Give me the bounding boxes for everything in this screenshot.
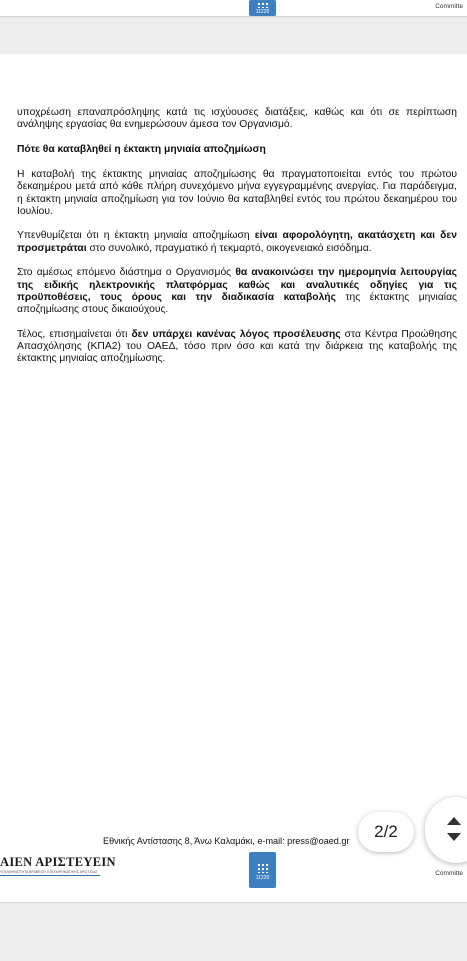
text-run: της έκτακτης μηνιαίας αποζημίωσης στους δικαιούχους.	[17, 291, 457, 316]
bold-run: είναι αφορολόγητη, ακατάσχετη και δεν προσμετράται	[17, 230, 457, 254]
page-gap-top	[0, 16, 467, 56]
document-body	[17, 107, 457, 378]
logo-text: ΑΙΕΝ ΑΡΙΣΤΕΥΕΙΝ	[0, 855, 116, 869]
page-gap-bottom	[0, 902, 467, 961]
committee-text-top: Committe	[435, 3, 463, 10]
aien-aristeuein-logo	[0, 855, 116, 876]
paragraph-rehire-obligation: υποχρέωση επαναπρόσληψης κατά τις ισχύουσες διατάξεις, καθώς και ότι σε περίπτωση ανάληψης εργασίας θα ενημερώσουν άμεσα τον Οργανισμό.	[17, 107, 457, 131]
text-run: στο συνολικό, πραγματικό ή τεκμαρτό, οικογενειακό εισόδημα.	[86, 242, 372, 254]
text-run: στα Κέντρα Προώθησης Απασχόλησης (ΚΠΑ2) του ΟΑΕΔ, τόσο πριν όσο και κατά την διάρκεια της καταβολής της έκτακτης μηνιαίας αποζημίωσης.	[17, 328, 457, 365]
previous-page-bottom	[0, 0, 467, 16]
committee-text-bottom: Committe	[435, 870, 463, 877]
text-run: Υπενθυμίζεται ότι η έκτακτη μηνιαία αποζημίωση	[17, 230, 255, 242]
logo-underline	[0, 875, 100, 876]
badge-grid-icon	[257, 863, 269, 873]
badge-grid-icon	[257, 2, 269, 8]
footer-address: Εθνικής Αντίστασης 8, Άνω Καλαμάκι, e-mail: press@oaed.gr	[103, 836, 350, 846]
badge-number-top: 11220	[255, 9, 270, 15]
chevron-up-icon[interactable]	[447, 817, 461, 825]
chevron-down-icon[interactable]	[447, 833, 461, 841]
text-run: Τέλος, επισημαίνεται ότι	[17, 328, 132, 340]
paragraph-platform-announcement	[17, 267, 457, 316]
logo-subtitle: ΥΠΟΨΗΦΙΟΤΗΤΑ ΒΡΑΒΕΙΟΥ ΕΠΙΧΕΙΡΗΜΑΤΙΚΗΣ ΑΡΙΣΤΕΙΑΣ	[0, 870, 98, 874]
paragraph-no-visit	[17, 329, 457, 366]
paragraph-tax-exempt	[17, 230, 457, 255]
page-indicator: 2/2	[358, 812, 414, 852]
section-heading: Πότε θα καταβληθεί η έκτακτη μηνιαία αποζημίωση	[17, 143, 266, 155]
certification-badge-top	[249, 0, 276, 16]
bold-run: θα ανακοινώσει την ημερομηνία λειτουργίας της ειδικής ηλεκτρονικής πλατφόρμας καθώς και αναλυτικές οδηγίες για τις προϋποθέσεις, τους όρους και την διαδικασία καταβολής	[17, 267, 457, 303]
certification-badge-bottom	[249, 852, 276, 888]
bold-run: δεν υπάρχει κανένας λόγος προσέλευσης	[131, 328, 341, 340]
paragraph-payment-timing: Η καταβολή της έκτακτης μηνιαίας αποζημίωσης θα πραγματοποιείται εντός του πρώτου δεκαημέρου μετά από κάθε πλήρη συνεχόμενο μήνα εγγεγραμμένης ανεργίας. Για παράδειγμα, η έκτακτη μηνιαία αποζημίωση για τον Ιούνιο θα καταβληθεί εντός του πρώτου δεκαημέρου του Ιουλίου.	[17, 169, 457, 217]
badge-number-bottom: 11220	[255, 874, 270, 881]
text-run: Στο αμέσως επόμενο διάστημα ο Οργανισμός	[17, 267, 236, 279]
